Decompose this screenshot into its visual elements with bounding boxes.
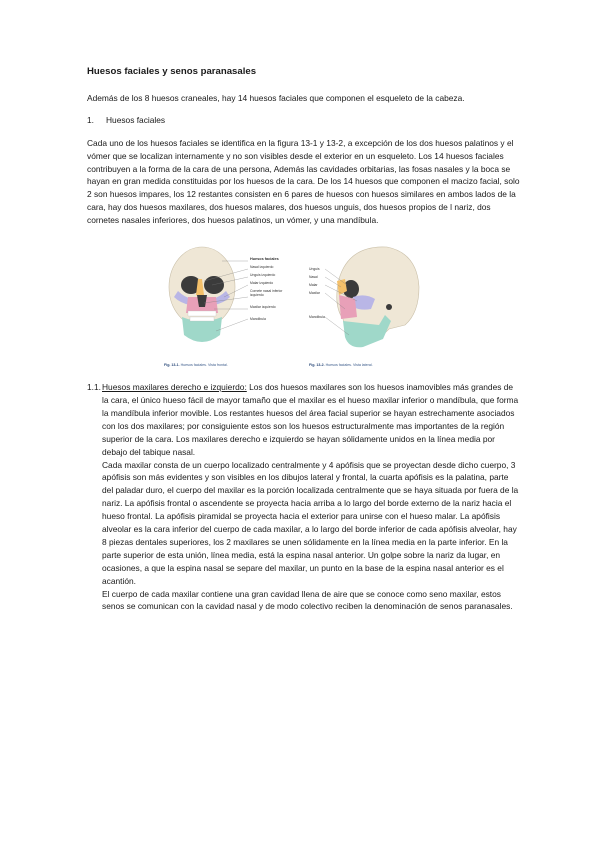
figure-number: Fig. 13-1. xyxy=(164,363,180,368)
subsection-maxilares xyxy=(87,381,520,613)
label-nasal: Nasal xyxy=(309,275,318,280)
figure-caption-text: Huesos faciales. Vista lateral. xyxy=(325,363,373,368)
frontal-skull-illustration xyxy=(164,239,304,359)
label-mandibula: Mandíbula xyxy=(250,317,266,322)
document-title: Huesos faciales y senos paranasales xyxy=(87,66,257,77)
label-maxilar: Maxilar xyxy=(309,291,320,296)
figure-caption-frontal xyxy=(164,363,228,367)
subsection-paragraph-2: Cada maxilar consta de un cuerpo localizado centralmente y 4 apófisis que se proyectan desde dicho cuerpo, 3 apófisis son más evidentes y son visibles en los dibujos lateral y frontal, la cuarta apófisis es la palatina, parte del paladar duro, el cuerpo del maxilar es la porción localizada centralmente que se haya situada por fuera de la nariz. La apófisis frontal o ascendente se proyecta hacia arriba a lo largo del borde externo de la nariz hacia el hueso frontal. La apófisis piramidal se proyecta hacia el exterior para unirse con el hueso malar. La apófisis alveolar es la cara inferior del cuerpo de cada maxilar, a lo largo del borde inferior de cada apófisis alveolar, hay 8 piezas dentales superiores, los 2 maxilares se unen sólidamente en la línea media en la parte inferior. En la parte superior de esta unión, línea media, está la espina nasal anterior. Un golpe sobre la nariz da lugar, en ocasiones, a que la espina nasal se separe del maxilar, un punto en la base de la espina nasal anterior es el acantión. xyxy=(102,459,519,586)
intro-paragraph: Además de los 8 huesos craneales, hay 14 huesos faciales que componen el esqueleto de la cabeza. xyxy=(87,92,465,103)
label-mandibula-lateral: Mandíbula xyxy=(309,315,325,320)
label-nasal-izquierdo: Nasal izquierdo xyxy=(250,265,274,270)
subsection-heading: Huesos maxilares derecho e izquierdo: xyxy=(102,382,247,393)
figure-caption-lateral xyxy=(309,363,373,367)
figure-frontal-view xyxy=(164,239,304,367)
figure-number: Fig. 13-2. xyxy=(309,363,325,368)
document-body xyxy=(87,66,520,613)
label-maxilar-izquierdo: Maxilar izquierdo xyxy=(250,305,276,310)
section-heading xyxy=(87,114,520,127)
section-number: 1. xyxy=(87,114,94,125)
label-unguis-izquierdo: Unguis izquierdo xyxy=(250,273,276,278)
label-malar: Malar xyxy=(309,283,318,288)
subsection-body xyxy=(102,381,520,613)
paragraph-facial-bones: Cada uno de los huesos faciales se identifica en la figura 13-1 y 13-2, a excepción de los dos huesos palatinos y el vómer que se localizan internamente y no son visibles desde el exterior en un esqueleto. Los 14 huesos faciales contribuyen a la forma de la cara de una persona, Además las cavidades orbitarias, las fosas nasales y la boca se hayan en gran medida constituidas por los huesos de la cara. De los 14 huesos que componen el macizo facial, solo 2 son huesos impares, los 12 restantes consisten en 6 pares de huesos con huesos similares en ambos lados de la cara, hay dos huesos maxilares, dos huesos malares, dos huesos unguis, dos huesos propios de l nariz, dos cornetes nasales inferiores, dos huesos palatinos, un vómer, y una mandíbula. xyxy=(87,137,520,226)
figure-panel-title: Huesos faciales xyxy=(250,257,279,262)
subsection-text-1: Los dos huesos maxilares son los huesos inamovibles más grandes de la cara, el único hueso fácil de mayor tamaño que el maxilar es el hueso maxilar inferior o mandíbula, que forma la mandíbula inferior movible. Los restantes huesos del área facial superior se hayan estrechamente asociados con los dos maxilares; por consiguiente estos son los huesos estructuralmente mas importantes de la región superior de la cara. Los maxilares derecho e izquierdo se hayan sólidamente unidos en la línea media por debajo del tabique nasal. xyxy=(102,382,519,457)
section-title: Huesos faciales xyxy=(106,114,166,125)
subsection-paragraph-3: El cuerpo de cada maxilar contiene una gran cavidad llena de aire que se conoce como seno maxilar, estos senos se comunican con la cavidad nasal y de modo colectivo reciben la denominación de senos paranasales. xyxy=(102,588,513,612)
subsection-paragraph-1 xyxy=(102,381,520,458)
label-malar-izquierdo: Malar izquierdo xyxy=(250,281,274,286)
figure-lateral-view xyxy=(309,239,424,367)
subsection-number: 1.1. xyxy=(87,382,101,393)
lateral-skull-illustration xyxy=(309,239,424,359)
label-unguis: Unguis xyxy=(309,267,320,272)
figure-caption-text: Huesos faciales. Vista frontal. xyxy=(180,363,228,368)
figures-row xyxy=(87,239,520,371)
label-cornete-nasal: Cornete nasal inferior izquierdo xyxy=(250,289,283,298)
